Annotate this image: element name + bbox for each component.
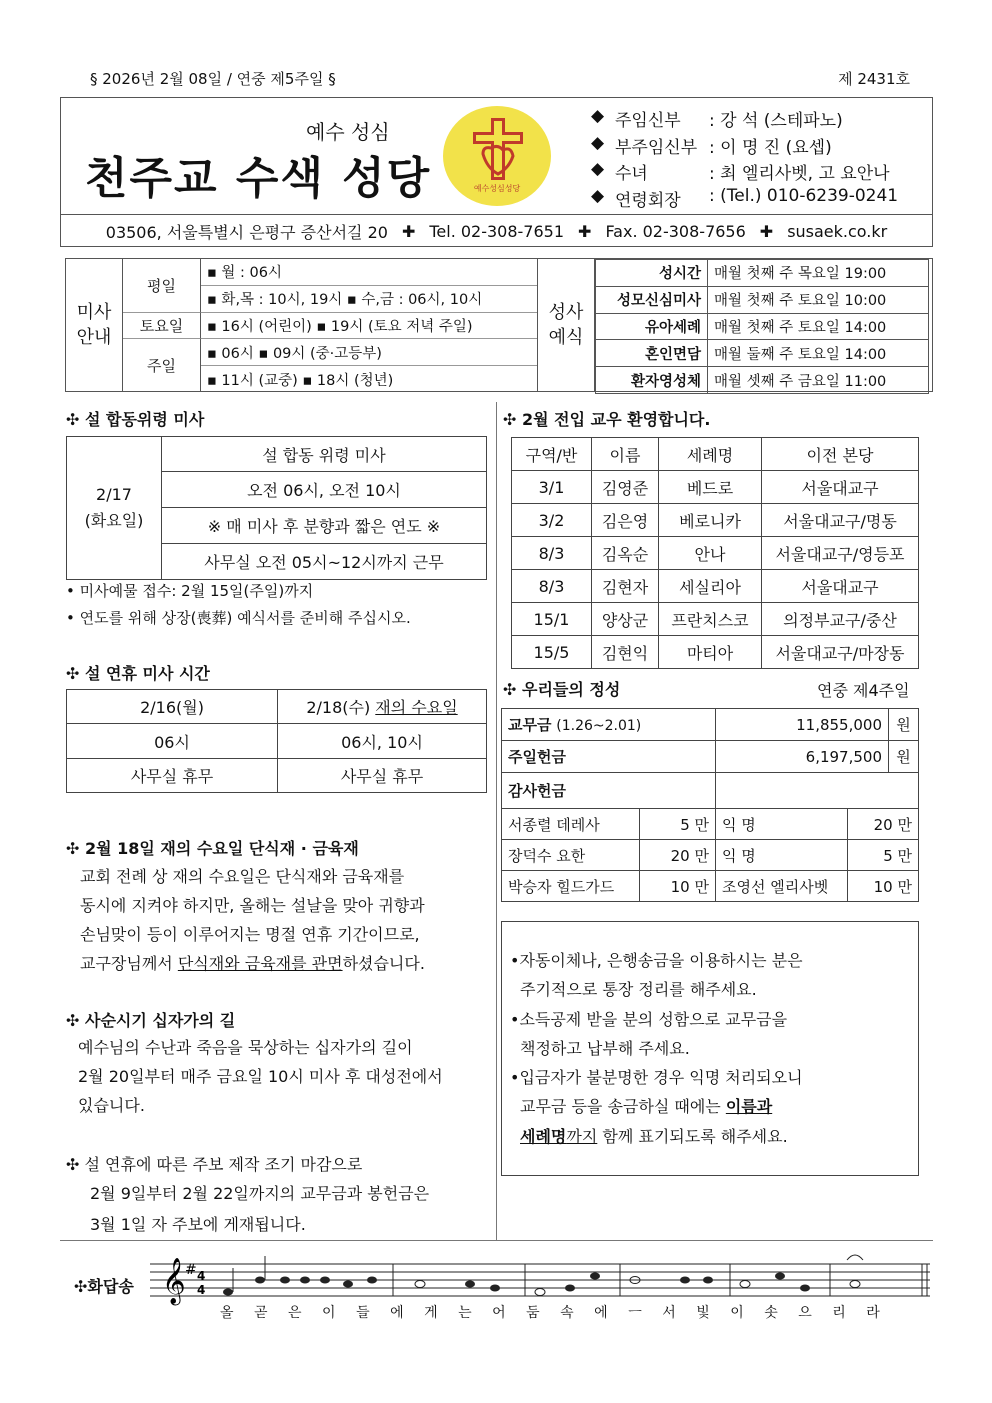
table-row: 사무실 휴무 사무실 휴무 <box>67 759 487 793</box>
sacrament-label: 성사 예식 <box>537 259 595 391</box>
diamond-icon: ◆ <box>591 185 605 206</box>
table-row: 2/17 (화요일) 설 합동 위령 미사 <box>67 437 487 472</box>
date-line: § 2026년 2월 08일 / 연중 제5주일 § <box>90 70 336 88</box>
cross-icon: ✣ <box>503 680 517 699</box>
deadline-title: ✣ 설 연휴에 따른 주보 제작 조기 마감으로 <box>66 1155 363 1174</box>
table-row: 혼인면담 매월 둘째 주 토요일 14:00 <box>596 340 929 367</box>
memorial-note: • 미사예물 접수: 2월 15일(주일)까지 <box>66 582 314 600</box>
stations-body: 예수님의 수난과 죽음을 묵상하는 십자가의 길이 2월 20일부터 매주 금요일 10시 미사 후 대성전에서 있습니다. <box>78 1038 443 1115</box>
welcome-title: ✣ 2월 전입 교우 환영합니다. <box>503 410 711 429</box>
saturday-label: 토요일 <box>123 313 201 340</box>
ash-title: ✣ 2월 18일 재의 수요일 단식재 · 금육재 <box>66 839 359 858</box>
address: 03506, 서울특별시 은평구 증산서길 20 <box>105 223 388 242</box>
welcome-table <box>511 437 919 669</box>
logo-text: 예수성심성당 <box>473 184 521 193</box>
svg-text:4: 4 <box>197 1269 206 1283</box>
treble-clef-icon: 𝄞 <box>162 1258 186 1304</box>
table-row: 15/1 양상군 프란치스코 의정부교구/중산 <box>512 603 919 636</box>
cross-icon: ✣ <box>66 1011 80 1030</box>
cross-icon: ✣ <box>66 410 80 429</box>
svg-text:#: # <box>185 1262 197 1278</box>
deadline-body: 2월 9일부터 2월 22일까지의 교무금과 봉헌금은 3월 1일 자 주보에 게재됩니다. <box>90 1184 430 1234</box>
table-row: 15/5 김현익 마티아 서울대교구/마장동 <box>512 636 919 669</box>
mass-label: 미사 안내 <box>66 259 123 391</box>
table-row: 서종렬 데레사 5 만 익 명 20 만 <box>502 809 919 840</box>
table-row: 3/2 김은영 베로니카 서울대교구/명동 <box>512 504 919 537</box>
table-row: ※ 매 미사 후 분향과 짧은 연도 ※ <box>67 508 487 544</box>
top-line <box>90 68 910 92</box>
church-title: 천주교 수색 성당 <box>85 153 432 204</box>
clergy-row: ◆ 주임신부 : 강 석 (스테파노) <box>591 106 843 131</box>
clergy-row: ◆ 연령회장 : (Tel.) 010-6239-0241 <box>591 185 899 211</box>
sunday-row: ▪ 06시 ▪ 09시 (중·고등부) <box>201 339 537 366</box>
stations-title: ✣ 사순시기 십자가의 길 <box>66 1011 236 1030</box>
table-row: 2/16(월) 2/18(수) 재의 수요일 <box>67 690 487 724</box>
saturday-row: ▪ 16시 (어린이) ▪ 19시 (토요 저녁 주일) <box>201 313 537 340</box>
table-row: 장덕수 요한 20 만 익 명 5 만 <box>502 840 919 871</box>
sunday-row: ▪ 11시 (교중) ▪ 18시 (청년) <box>207 373 394 390</box>
weekday-row: ▪ 화,목 : 10시, 19시 ▪ 수,금 : 06시, 10시 <box>201 286 537 313</box>
memorial-date: 2/17 (화요일) <box>67 437 162 580</box>
cross-icon: ✣ <box>66 839 80 858</box>
offering-title: ✣ 우리들의 정성 <box>503 680 621 699</box>
table-row: 유아세례 매월 첫째 주 토요일 14:00 <box>596 313 929 340</box>
sunday-label: 주일 <box>123 339 201 391</box>
table-row: 3/1 김영준 베드로 서울대교구 <box>512 471 919 504</box>
holiday-table <box>66 689 487 793</box>
plus-icon: ✚ <box>759 222 774 241</box>
clergy-row: ◆ 수녀 : 최 엘리사벳, 고 요안나 <box>591 159 890 184</box>
cross-icon: ✣ <box>66 1155 80 1174</box>
table-row: 사무실 오전 05시~12시까지 근무 <box>67 544 487 580</box>
table-row: 8/3 김현자 세실리아 서울대교구 <box>512 570 919 603</box>
table-row: 성시간 매월 첫째 주 목요일 19:00 <box>596 260 929 287</box>
cross-icon: ✣ <box>503 410 517 429</box>
table-row: 교무금 (1.26~2.01) 11,855,000 원 <box>502 709 919 741</box>
weekday-row: ▪ 월 : 06시 <box>201 259 537 286</box>
website[interactable]: susaek.co.kr <box>787 222 888 241</box>
ash-body: 교회 전례 상 재의 수요일은 단식재와 금육재를 동시에 지켜야 하지만, 올해는 설날을 맞아 귀향과 손님맞이 등이 이루어지는 명절 연휴 기간이므로, 교구장님께서 단식재와 금육재를 관면하셨습니다. <box>80 867 425 973</box>
psalm-label: ✣화답송 <box>74 1277 134 1296</box>
psalm-lyrics: 올 곧 은 이 들 에 게 는 어 둠 속 에 ㅡ 서 빛 이 솟 으 리 라 <box>220 1305 880 1321</box>
column-divider <box>496 402 497 1240</box>
table-row: 성모신심미사 매월 첫째 주 토요일 10:00 <box>596 286 929 313</box>
plus-icon: ✚ <box>401 222 416 241</box>
memorial-note: • 연도를 위해 상장(喪葬) 예식서를 준비해 주십시오. <box>66 609 411 627</box>
memorial-title: ✣ 설 합동위령 미사 <box>66 410 205 429</box>
fax: Fax. 02-308-7656 <box>605 222 746 241</box>
holiday-title: ✣ 설 연휴 미사 시간 <box>66 664 210 683</box>
diamond-icon: ◆ <box>591 159 605 179</box>
svg-text:4: 4 <box>197 1283 206 1297</box>
cross-icon: ✣ <box>66 664 80 683</box>
clergy-list <box>591 106 931 212</box>
notice-box <box>501 921 919 1176</box>
sacrament-table <box>595 259 929 394</box>
table-row: 환자영성체 매월 셋째 주 금요일 11:00 <box>596 367 929 394</box>
memorial-table <box>66 436 487 580</box>
offering-week: 연중 제4주일 <box>817 681 910 700</box>
issue-number: 제 2431호 <box>838 70 910 88</box>
telephone: Tel. 02-308-7651 <box>429 222 565 241</box>
church-subtitle: 예수 성심 <box>306 120 390 144</box>
header-box <box>60 97 933 247</box>
table-row: 감사헌금 <box>502 773 919 809</box>
table-row: 오전 06시, 오전 10시 <box>67 472 487 508</box>
diamond-icon: ◆ <box>591 106 605 126</box>
plus-icon: ✚ <box>578 222 592 241</box>
notice-body: •자동이체나, 은행송금을 이용하시는 분은 주기적으로 통장 정리를 해주세요. •소득공제 받을 분의 성함으로 교무금을 책정하고 납부해 주세요. •입금자가 불분명한 경우 익명 처리되오니 교무금 등을 송금하실 때에는 이름과 세례명까지 함께 표기되도록 해주세요. <box>510 951 803 1146</box>
contact-line <box>61 214 932 248</box>
bottom-rule <box>60 1240 933 1241</box>
diamond-icon: ◆ <box>591 132 605 153</box>
table-row: 06시 06시, 10시 <box>67 724 487 759</box>
table-row: 8/3 김옥순 안나 서울대교구/영등포 <box>512 537 919 570</box>
mass-schedule-box <box>65 258 933 392</box>
weekday-label: 평일 <box>123 259 201 313</box>
table-header-row: 구역/반 이름 세례명 이전 본당 <box>512 438 919 471</box>
offering-table <box>501 708 919 902</box>
table-row: 박승자 힐드가드 10 만 조영선 엘리사벳 10 만 <box>502 871 919 902</box>
table-row: 주일헌금 6,197,500 원 <box>502 741 919 773</box>
clergy-row: ◆ 부주임신부 : 이 명 진 (요셉) <box>591 132 832 158</box>
church-logo <box>443 106 551 206</box>
